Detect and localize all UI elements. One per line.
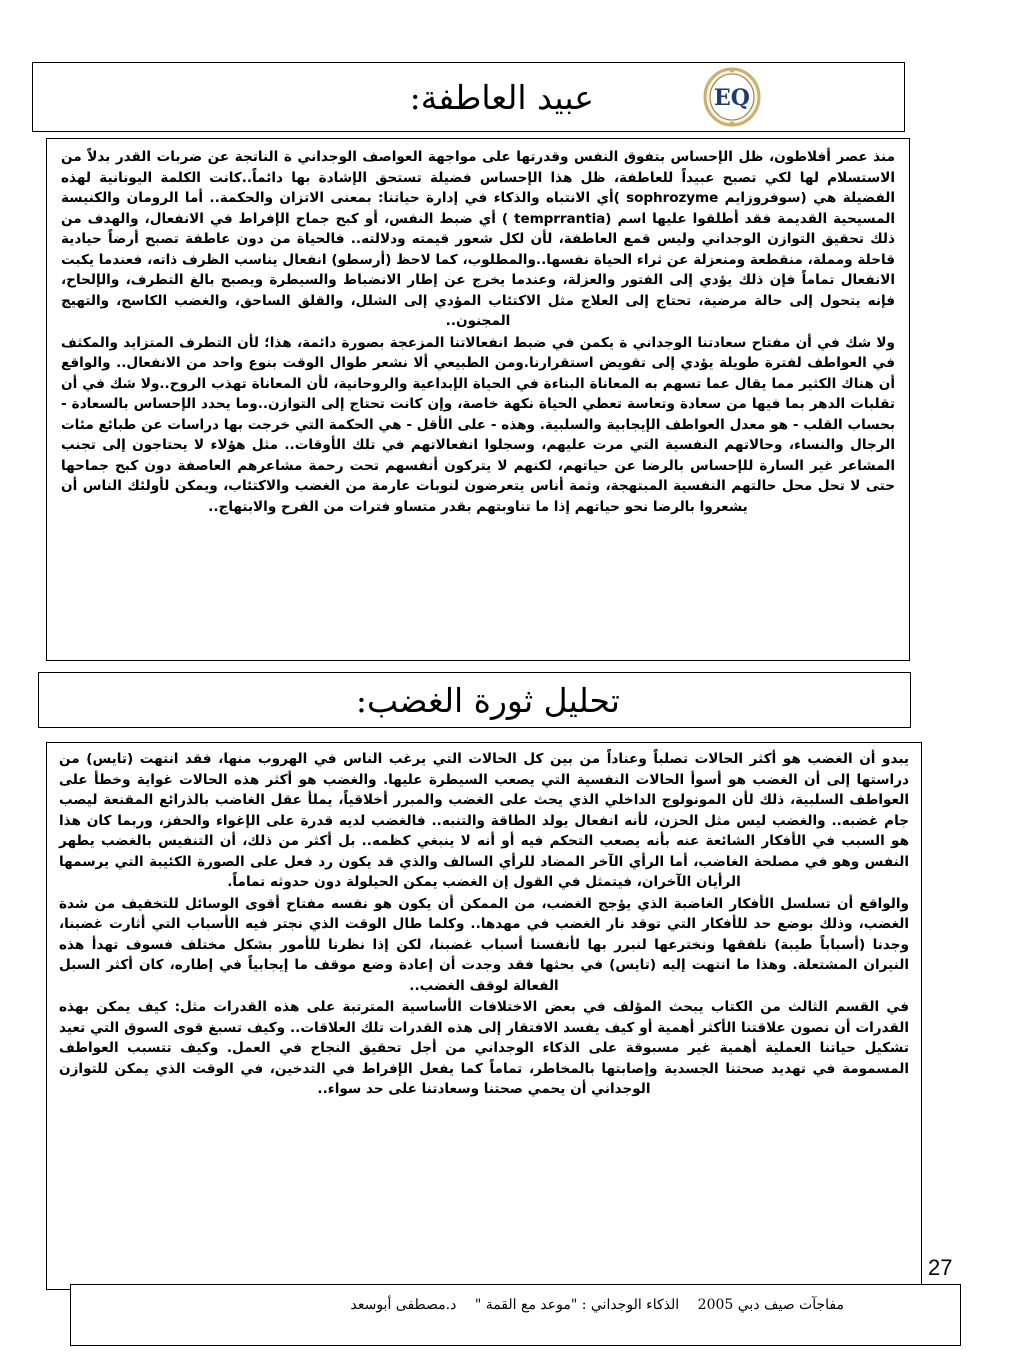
footer-text	[336, 1297, 844, 1313]
paragraph: في القسم الثالث من الكتاب يبحث المؤلف في بعض الاختلافات الأساسية المترتبة على هذه القدرات مثل: كيف يمكن بهذه القدرات أن نصون علاقتنا الأكثر أهمية أو كيف يفسد الافتقار إلى هذه القدرات تلك العلاقات.. وكيف تسبغ قوى السوق التي تعيد تشكيل حياتنا العملية أهمية غير مسبوقة على الذكاء الوجداني من أجل تحقيق النجاح في العمل. وكيف تتسبب العواطف المسمومة في تهديد صحتنا الجسدية وإصابتها بالمخاطر، تماماً كما يفعل الإفراط في التدخين، في الوقت الذي يمكن للتوازن الوجداني أن يحمي صحتنا وسعادتنا على حد سواء..	[59, 999, 909, 1097]
section2-banner	[38, 672, 911, 728]
logo-text: EQ	[714, 85, 750, 111]
paragraph: منذ عصر أفلاطون، ظل الإحساس بتفوق النفس وقدرتها على مواجهة العواصف الوجداني ة الناتجة عن ضربات القدر بدلاً من الاستسلام لها لكي تصبح عبيداً للعاطفة، ظل هذا الإحساس فضيلة تستحق الإشادة بها دائماً..كانت الكلمة اليونانية لهذه الفضيلة هي (سوفروزايم sophrozyme )أي الانتباه والذكاء في إدارة حياتنا: بمعنى الاتزان والحكمة.. أما الرومان والكنيسة المسيحية القديمة فقد أطلقوا عليها اسم (temprrantia ) أي ضبط النفس، أو كبح جماح الإفراط في الانفعال، والهدف من ذلك تحقيق التوازن الوجداني وليس قمع العاطفة، لأن لكل شعور قيمته ودلالته.. فالحياة من دون عاطفة تصبح أرضاً حيادية قاحلة ومملة، منقطعة ومنعزلة عن ثراء الحياة نفسها..والمطلوب، كما لاحظ (أرسطو) انفعال يناسب الظرف ذاته، فعندما يكبت الانفعال تماماً فإن ذلك يؤدي إلى الفتور والعزلة، وعندما يخرج عن إطار الانضباط والسيطرة ويصبح بالغ التطرف، والإلحاح، فإنه يتحول إلى حالة مرضية، تحتاج إلى العلاج مثل الاكتئاب المؤدي إلى الشلل، والقلق الساحق، والغضب الكاسح، والتهيج المجنون..	[61, 149, 895, 329]
footer-book: الذكاء الوجداني : "موعد مع القمة "	[474, 1297, 680, 1313]
footer-event: مفاجآت صيف دبي 2005	[697, 1297, 844, 1313]
paragraph: ولا شك في أن مفتاح سعادتنا الوجداني ة يكمن في ضبط انفعالاتنا المزعجة بصورة دائمة، هذا؛ لأن التطرف المتزايد والمكثف في العواطف لفترة طويلة يؤدي إلى تقويض استقرارنا.ومن الطبيعي ألا نشعر طوال الوقت بنوع واحد من الانفعال.. والواقع أن هناك الكثير مما يقال عما تسهم به المعاناة البناءة في الحياة الإبداعية والروحانية، لأن المعاناة تهذب الروح..ولا شك في أن تقلبات الدهر بما فيها من سعادة وتعاسة تعطي الحياة نكهة خاصة، وإن كانت تحتاج إلى التوازن..وما يحدد الإحساس بالسعادة - بحساب القلب - هو معدل العواطف الإيجابية والسلبية. وهذه - على الأقل - هي الحكمة التي خرجت بها دراسات عن طبائع مئات الرجال والنساء، وحالاتهم النفسية التي مرت عليهم، وسجلوا انفعالاتهم في تلك الأوقات.. مثل هؤلاء لا يحتاجون إلى تجنب المشاعر غير السارة للإحساس بالرضا عن حياتهم، لكنهم لا يتركون أنفسهم تحت رحمة مشاعرهم العاصفة دون كبح جماحها حتى لا تحل محل حالتهم النفسية المبتهجة، وثمة أناس يتعرضون لنوبات عارمة من الغضب والاكتئاب، ويمكن لأولئك الناس أن يشعروا بالرضا نحو حياتهم إذا ما تناوبتهم بقدر متساو فترات من الفرح والابتهاج..	[61, 334, 895, 515]
section2-text-box	[46, 742, 922, 1290]
eq-emblem-icon	[702, 67, 762, 127]
page-number: 27	[928, 1255, 953, 1280]
page-title: عبيد العاطفة:	[409, 77, 594, 117]
footer-author: د.مصطفى أبوسعد	[350, 1297, 457, 1313]
paragraph: يبدو أن الغضب هو أكثر الحالات تصلباً وعناداً من بين كل الحالات التي يرغب الناس في الهروب منها، فقد انتهت (تايس) من دراستها إلى أن الغضب هو أسوأ الحالات النفسية التي يصعب السيطرة عليها. والغضب هو أكثر هذه الحالات غواية وخطأ على العواطف السلبية، ذلك لأن المونولوج الداخلي الذي يحث على الغضب والمبرر أخلاقياً، يملأ عقل الغاضب بالذرائع المقنعة ليصب جام غضبه.. والغضب ليس مثل الحزن، لأنه انفعال يولد الطاقة والتنبه.. فالغضب لديه قدرة على الإغواء والحفز، وربما كان هذا هو السبب في الأفكار الشائعة عنه بأنه يصعب التحكم فيه أو أنه لا ينبغي كظمه.. بل أكثر من ذلك، أن التنفيس بالغضب يطهر النفس وهو في مصلحة الغاضب، أما الرأي الآخر المضاد للرأي السالف والذي قد يكون رد فعل على الصورة الكئيبة التي يرسمها الرأيان الآخران، فيتمثل في القول إن الغضب يمكن الحيلولة دون حدوثه تماماً.	[59, 751, 909, 890]
section1-text-box	[46, 138, 910, 661]
footer	[70, 1284, 961, 1346]
paragraph: والواقع أن تسلسل الأفكار الغاضبة الذي يؤجج الغضب، من الممكن أن يكون هو نفسه مفتاح أقوى الوسائل للتخفيف من شدة الغضب، وذلك بوضع حد للأفكار التي توقد نار الغضب في مهدها.. وكلما طال الوقت الذي نجتر فيه الأسباب التي أثارت غضبنا، وجدنا (أسباباً طيبة) نلفقها ونخترعها لنبرر بها لأنفسنا أسباب غضبنا، لكن إذا نظرنا للأمور بشكل مختلف فسوف تهدأ هذه النيران المشتعلة. وهذا ما انتهت إليه (تايس) في بحثها فقد وجدت أن إعادة وضع موقف ما إيجابياً في إطاره، كان أكثر السبل الفعالة لوقف الغضب..	[59, 895, 909, 994]
section-title: تحليل ثورة الغضب:	[355, 680, 620, 720]
title-banner	[32, 62, 905, 132]
